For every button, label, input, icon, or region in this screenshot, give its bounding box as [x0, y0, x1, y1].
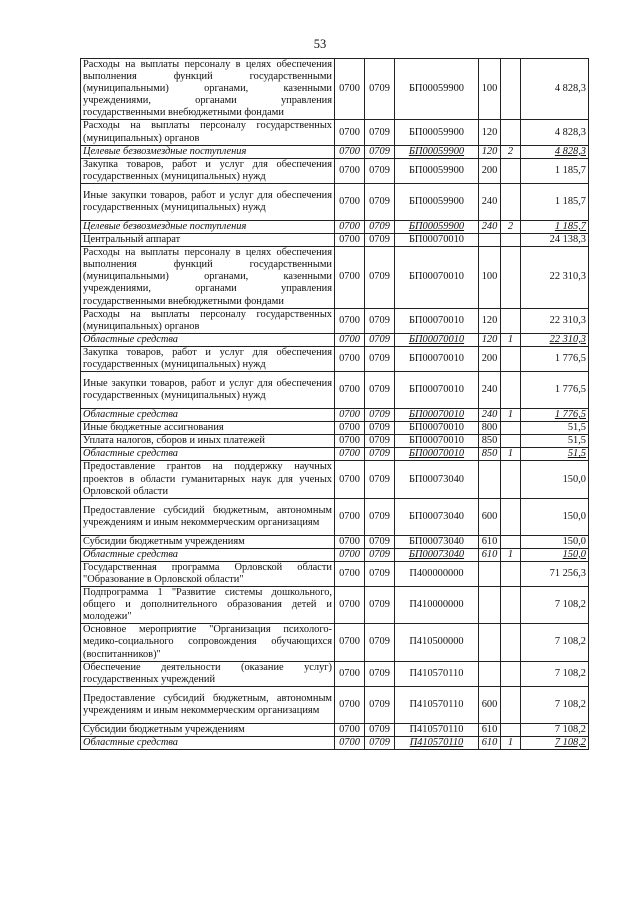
amount: 7 108,2 — [521, 661, 589, 686]
amount: 150,0 — [521, 548, 589, 561]
source-code — [501, 587, 521, 624]
target-article-code: П410000000 — [395, 587, 479, 624]
section-code: 0700 — [335, 422, 365, 435]
row-name: Подпрограмма 1 "Развитие системы дошкольного, общего и дополнительного образования детей и молодежи" — [81, 587, 335, 624]
source-code — [501, 308, 521, 333]
expense-type-code: 800 — [479, 422, 501, 435]
table-row — [81, 548, 589, 561]
section-code: 0700 — [335, 435, 365, 448]
target-article-code: БП00070010 — [395, 333, 479, 346]
subsection-code: 0709 — [365, 158, 395, 183]
subsection-code: 0709 — [365, 372, 395, 409]
target-article-code: П410570110 — [395, 723, 479, 736]
table-row — [81, 461, 589, 498]
table-row — [81, 346, 589, 371]
target-article-code: БП00073040 — [395, 535, 479, 548]
expense-type-code: 200 — [479, 158, 501, 183]
subsection-code: 0709 — [365, 308, 395, 333]
row-name: Расходы на выплаты персоналу в целях обеспечения выполнения функций государственными (муниципальными) органами, казенными учреждениями, органами управления государственными внебюджетными фондами — [81, 247, 335, 308]
expense-type-code: 600 — [479, 498, 501, 535]
table-row — [81, 308, 589, 333]
target-article-code: БП00070010 — [395, 448, 479, 461]
subsection-code: 0709 — [365, 498, 395, 535]
target-article-code: БП00070010 — [395, 409, 479, 422]
target-article-code: БП00059900 — [395, 145, 479, 158]
expense-type-code — [479, 661, 501, 686]
section-code: 0700 — [335, 183, 365, 220]
target-article-code: БП00059900 — [395, 120, 479, 145]
table-row — [81, 498, 589, 535]
amount: 22 310,3 — [521, 333, 589, 346]
source-code — [501, 183, 521, 220]
target-article-code: П410570110 — [395, 661, 479, 686]
table-row — [81, 686, 589, 723]
target-article-code: БП00070010 — [395, 308, 479, 333]
subsection-code: 0709 — [365, 548, 395, 561]
table-row — [81, 561, 589, 586]
source-code — [501, 498, 521, 535]
source-code — [501, 120, 521, 145]
subsection-code: 0709 — [365, 736, 395, 749]
row-name: Областные средства — [81, 736, 335, 749]
amount: 22 310,3 — [521, 308, 589, 333]
row-name: Закупка товаров, работ и услуг для обеспечения государственных (муниципальных) нужд — [81, 158, 335, 183]
table-row — [81, 333, 589, 346]
row-name: Иные закупки товаров, работ и услуг для обеспечения государственных (муниципальных) нужд — [81, 183, 335, 220]
target-article-code: БП00070010 — [395, 422, 479, 435]
expense-type-code: 120 — [479, 145, 501, 158]
amount: 150,0 — [521, 461, 589, 498]
section-code: 0700 — [335, 120, 365, 145]
source-code — [501, 346, 521, 371]
subsection-code: 0709 — [365, 561, 395, 586]
row-name: Иные закупки товаров, работ и услуг для обеспечения государственных (муниципальных) нужд — [81, 372, 335, 409]
source-code — [501, 624, 521, 661]
row-name: Расходы на выплаты персоналу в целях обеспечения выполнения функций государственными (муниципальными) органами, казенными учреждениями, органами управления государственными внебюджетными фондами — [81, 59, 335, 120]
amount: 1 776,5 — [521, 409, 589, 422]
section-code: 0700 — [335, 346, 365, 371]
source-code — [501, 422, 521, 435]
amount: 51,5 — [521, 422, 589, 435]
row-name: Расходы на выплаты персоналу государственных (муниципальных) органов — [81, 308, 335, 333]
amount: 51,5 — [521, 448, 589, 461]
expense-type-code — [479, 587, 501, 624]
section-code: 0700 — [335, 333, 365, 346]
expense-type-code: 240 — [479, 220, 501, 233]
table-row — [81, 535, 589, 548]
section-code: 0700 — [335, 308, 365, 333]
amount: 7 108,2 — [521, 723, 589, 736]
subsection-code: 0709 — [365, 409, 395, 422]
source-code — [501, 234, 521, 247]
target-article-code: БП00070010 — [395, 247, 479, 308]
amount: 1 185,7 — [521, 220, 589, 233]
source-code: 2 — [501, 145, 521, 158]
target-article-code: П410500000 — [395, 624, 479, 661]
table-row — [81, 372, 589, 409]
expense-type-code: 120 — [479, 333, 501, 346]
row-name: Расходы на выплаты персоналу государственных (муниципальных) органов — [81, 120, 335, 145]
subsection-code: 0709 — [365, 461, 395, 498]
row-name: Предоставление грантов на поддержку научных проектов в области гуманитарных наук для ученых Орловской области — [81, 461, 335, 498]
section-code: 0700 — [335, 409, 365, 422]
source-code: 1 — [501, 448, 521, 461]
row-name: Областные средства — [81, 333, 335, 346]
row-name: Субсидии бюджетным учреждениям — [81, 535, 335, 548]
subsection-code: 0709 — [365, 624, 395, 661]
target-article-code: БП00070010 — [395, 234, 479, 247]
source-code — [501, 247, 521, 308]
page-number: 53 — [313, 37, 327, 51]
subsection-code: 0709 — [365, 661, 395, 686]
section-code: 0700 — [335, 234, 365, 247]
subsection-code: 0709 — [365, 435, 395, 448]
budget-table — [80, 58, 589, 750]
amount: 51,5 — [521, 435, 589, 448]
amount: 1 776,5 — [521, 372, 589, 409]
section-code: 0700 — [335, 498, 365, 535]
table-row — [81, 736, 589, 749]
target-article-code: БП00059900 — [395, 59, 479, 120]
amount: 1 776,5 — [521, 346, 589, 371]
row-name: Областные средства — [81, 548, 335, 561]
row-name: Целевые безвозмездные поступления — [81, 220, 335, 233]
table-row — [81, 145, 589, 158]
source-code: 2 — [501, 220, 521, 233]
table-row — [81, 158, 589, 183]
target-article-code: БП00059900 — [395, 158, 479, 183]
section-code: 0700 — [335, 372, 365, 409]
expense-type-code — [479, 461, 501, 498]
expense-type-code — [479, 561, 501, 586]
amount: 150,0 — [521, 498, 589, 535]
amount: 7 108,2 — [521, 624, 589, 661]
row-name: Уплата налогов, сборов и иных платежей — [81, 435, 335, 448]
subsection-code: 0709 — [365, 723, 395, 736]
row-name: Закупка товаров, работ и услуг для обеспечения государственных (муниципальных) нужд — [81, 346, 335, 371]
section-code: 0700 — [335, 661, 365, 686]
subsection-code: 0709 — [365, 59, 395, 120]
expense-type-code: 100 — [479, 59, 501, 120]
source-code: 1 — [501, 736, 521, 749]
row-name: Областные средства — [81, 448, 335, 461]
subsection-code: 0709 — [365, 120, 395, 145]
row-name: Иные бюджетные ассигнования — [81, 422, 335, 435]
amount: 4 828,3 — [521, 59, 589, 120]
section-code: 0700 — [335, 686, 365, 723]
row-name: Обеспечение деятельности (оказание услуг) государственных учреждений — [81, 661, 335, 686]
subsection-code: 0709 — [365, 247, 395, 308]
expense-type-code: 240 — [479, 183, 501, 220]
target-article-code: П410570110 — [395, 686, 479, 723]
source-code — [501, 723, 521, 736]
table-row — [81, 661, 589, 686]
amount: 4 828,3 — [521, 145, 589, 158]
section-code: 0700 — [335, 145, 365, 158]
table-row — [81, 120, 589, 145]
amount: 150,0 — [521, 535, 589, 548]
table-row — [81, 587, 589, 624]
subsection-code: 0709 — [365, 422, 395, 435]
source-code: 1 — [501, 409, 521, 422]
expense-type-code: 610 — [479, 535, 501, 548]
row-name: Основное мероприятие "Организация психолого-медико-социального сопровождения обучающихся (воспитанников)" — [81, 624, 335, 661]
section-code: 0700 — [335, 736, 365, 749]
expense-type-code: 850 — [479, 435, 501, 448]
target-article-code: БП00059900 — [395, 220, 479, 233]
table-row — [81, 59, 589, 120]
target-article-code: БП00070010 — [395, 435, 479, 448]
table-row — [81, 183, 589, 220]
section-code: 0700 — [335, 723, 365, 736]
expense-type-code: 200 — [479, 346, 501, 371]
row-name: Центральный аппарат — [81, 234, 335, 247]
row-name: Субсидии бюджетным учреждениям — [81, 723, 335, 736]
source-code — [501, 158, 521, 183]
expense-type-code — [479, 234, 501, 247]
subsection-code: 0709 — [365, 220, 395, 233]
row-name: Целевые безвозмездные поступления — [81, 145, 335, 158]
subsection-code: 0709 — [365, 535, 395, 548]
expense-type-code: 100 — [479, 247, 501, 308]
expense-type-code: 240 — [479, 409, 501, 422]
section-code: 0700 — [335, 247, 365, 308]
source-code — [501, 561, 521, 586]
expense-type-code: 610 — [479, 548, 501, 561]
section-code: 0700 — [335, 535, 365, 548]
source-code — [501, 59, 521, 120]
section-code: 0700 — [335, 461, 365, 498]
budget-table-body — [81, 59, 589, 750]
section-code: 0700 — [335, 158, 365, 183]
section-code: 0700 — [335, 59, 365, 120]
source-code — [501, 372, 521, 409]
table-row — [81, 220, 589, 233]
amount: 4 828,3 — [521, 120, 589, 145]
target-article-code: БП00073040 — [395, 548, 479, 561]
amount: 7 108,2 — [521, 686, 589, 723]
source-code — [501, 435, 521, 448]
section-code: 0700 — [335, 220, 365, 233]
amount: 7 108,2 — [521, 587, 589, 624]
subsection-code: 0709 — [365, 587, 395, 624]
row-name: Государственная программа Орловской области "Образование в Орловской области" — [81, 561, 335, 586]
row-name: Предоставление субсидий бюджетным, автономным учреждениям и иным некоммерческим организациям — [81, 686, 335, 723]
table-row — [81, 234, 589, 247]
target-article-code: БП00070010 — [395, 346, 479, 371]
expense-type-code: 240 — [479, 372, 501, 409]
amount: 22 310,3 — [521, 247, 589, 308]
subsection-code: 0709 — [365, 333, 395, 346]
target-article-code: П400000000 — [395, 561, 479, 586]
source-code — [501, 461, 521, 498]
amount: 71 256,3 — [521, 561, 589, 586]
section-code: 0700 — [335, 587, 365, 624]
expense-type-code: 850 — [479, 448, 501, 461]
expense-type-code: 120 — [479, 308, 501, 333]
row-name: Областные средства — [81, 409, 335, 422]
target-article-code: БП00059900 — [395, 183, 479, 220]
subsection-code: 0709 — [365, 234, 395, 247]
amount: 24 138,3 — [521, 234, 589, 247]
target-article-code: БП00073040 — [395, 461, 479, 498]
table-row — [81, 409, 589, 422]
subsection-code: 0709 — [365, 183, 395, 220]
expense-type-code: 610 — [479, 723, 501, 736]
section-code: 0700 — [335, 548, 365, 561]
expense-type-code: 600 — [479, 686, 501, 723]
source-code — [501, 535, 521, 548]
source-code: 1 — [501, 548, 521, 561]
amount: 7 108,2 — [521, 736, 589, 749]
expense-type-code: 120 — [479, 120, 501, 145]
source-code — [501, 686, 521, 723]
section-code: 0700 — [335, 448, 365, 461]
expense-type-code — [479, 624, 501, 661]
source-code: 1 — [501, 333, 521, 346]
subsection-code: 0709 — [365, 145, 395, 158]
table-row — [81, 435, 589, 448]
table-row — [81, 422, 589, 435]
target-article-code: П410570110 — [395, 736, 479, 749]
subsection-code: 0709 — [365, 346, 395, 371]
table-row — [81, 624, 589, 661]
source-code — [501, 661, 521, 686]
table-row — [81, 723, 589, 736]
section-code: 0700 — [335, 561, 365, 586]
subsection-code: 0709 — [365, 448, 395, 461]
table-row — [81, 448, 589, 461]
subsection-code: 0709 — [365, 686, 395, 723]
amount: 1 185,7 — [521, 183, 589, 220]
expense-type-code: 610 — [479, 736, 501, 749]
table-row — [81, 247, 589, 308]
row-name: Предоставление субсидий бюджетным, автономным учреждениям и иным некоммерческим организациям — [81, 498, 335, 535]
amount: 1 185,7 — [521, 158, 589, 183]
section-code: 0700 — [335, 624, 365, 661]
target-article-code: БП00073040 — [395, 498, 479, 535]
target-article-code: БП00070010 — [395, 372, 479, 409]
